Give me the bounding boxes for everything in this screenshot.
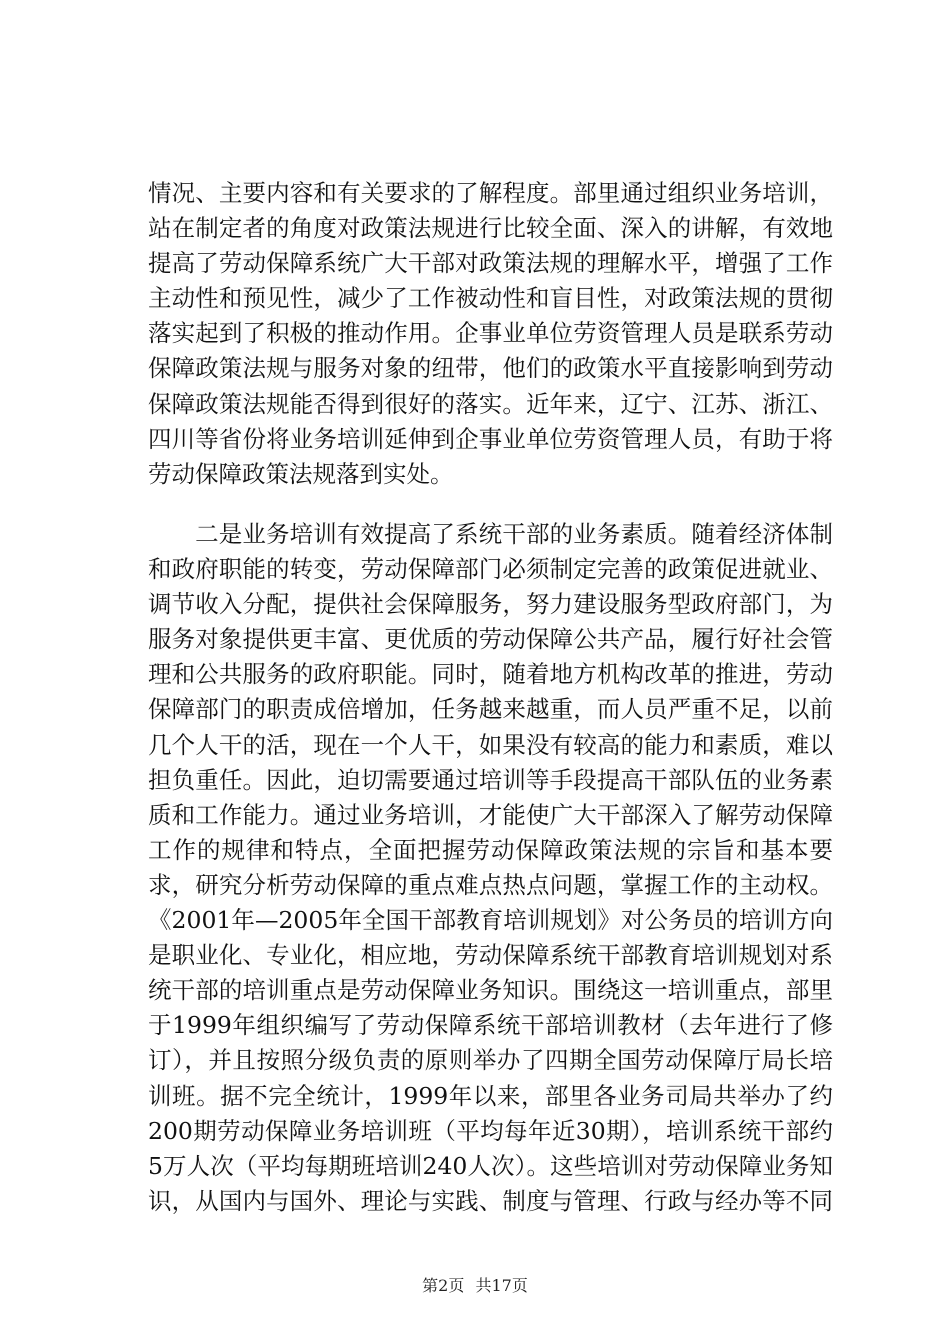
- paragraph-1: 情况、主要内容和有关要求的了解程度。部里通过组织业务培训，站在制定者的角度对政策法规进行比较全面、深入的讲解，有效地提高了劳动保障系统广大干部对政策法规的理解水平，增强了工作主动性和预见性，减少了工作被动性和盲目性，对政策法规的贯彻落实起到了积极的推动作用。企事业单位劳资管理人员是联系劳动保障政策法规与服务对象的纽带，他们的政策水平直接影响到劳动保障政策法规能否得到很好的落实。近年来，辽宁、江苏、浙江、四川等省份将业务培训延伸到企事业单位劳资管理人员，有助于将劳动保障政策法规落到实处。: [148, 179, 833, 488]
- paragraph-2: [148, 517, 833, 1217]
- page-number: 第2页: [422, 1276, 465, 1295]
- paragraph-2-text: 二是业务培训有效提高了系统干部的业务素质。随着经济体制和政府职能的转变，劳动保障部门必须制定完善的政策促进就业、调节收入分配，提供社会保障服务，努力建设服务型政府部门，为服务对象提供更丰富、更优质的劳动保障公共产品，履行好社会管理和公共服务的政府职能。同时，随着地方机构改革的推进，劳动保障部门的职责成倍增加，任务越来越重，而人员严重不足，以前几个人干的活，现在一个人干，如果没有较高的能力和素质，难以担负重任。因此，迫切需要通过培训等手段提高干部队伍的业务素质和工作能力。通过业务培训，才能使广大干部深入了解劳动保障工作的规律和特点，全面把握劳动保障政策法规的宗旨和基本要求，研究分析劳动保障的重点难点热点问题，掌握工作的主动权。《2001年—2005年全国干部教育培训规划》对公务员的培训方向是职业化、专业化，相应地，劳动保障系统干部教育培训规划对系统干部的培训重点是劳动保障业务知识。围绕这一培训重点，部里于1999年组织编写了劳动保障系统干部培训教材（去年进行了修订），并且按照分级负责的原则举办了四期全国劳动保障厅局长培训班。据不完全统计，1999年以来，部里各业务司局共举办了约200期劳动保障业务培训班（平均每年近30期），培训系统干部约5万人次（平均每期班培训240人次）。这些培训对劳动保障业务知识，从国内与国外、理论与实践、制度与管理、行政与经办等不同: [148, 520, 833, 1215]
- page-total: 共17页: [475, 1276, 528, 1295]
- page-footer: [0, 1276, 950, 1296]
